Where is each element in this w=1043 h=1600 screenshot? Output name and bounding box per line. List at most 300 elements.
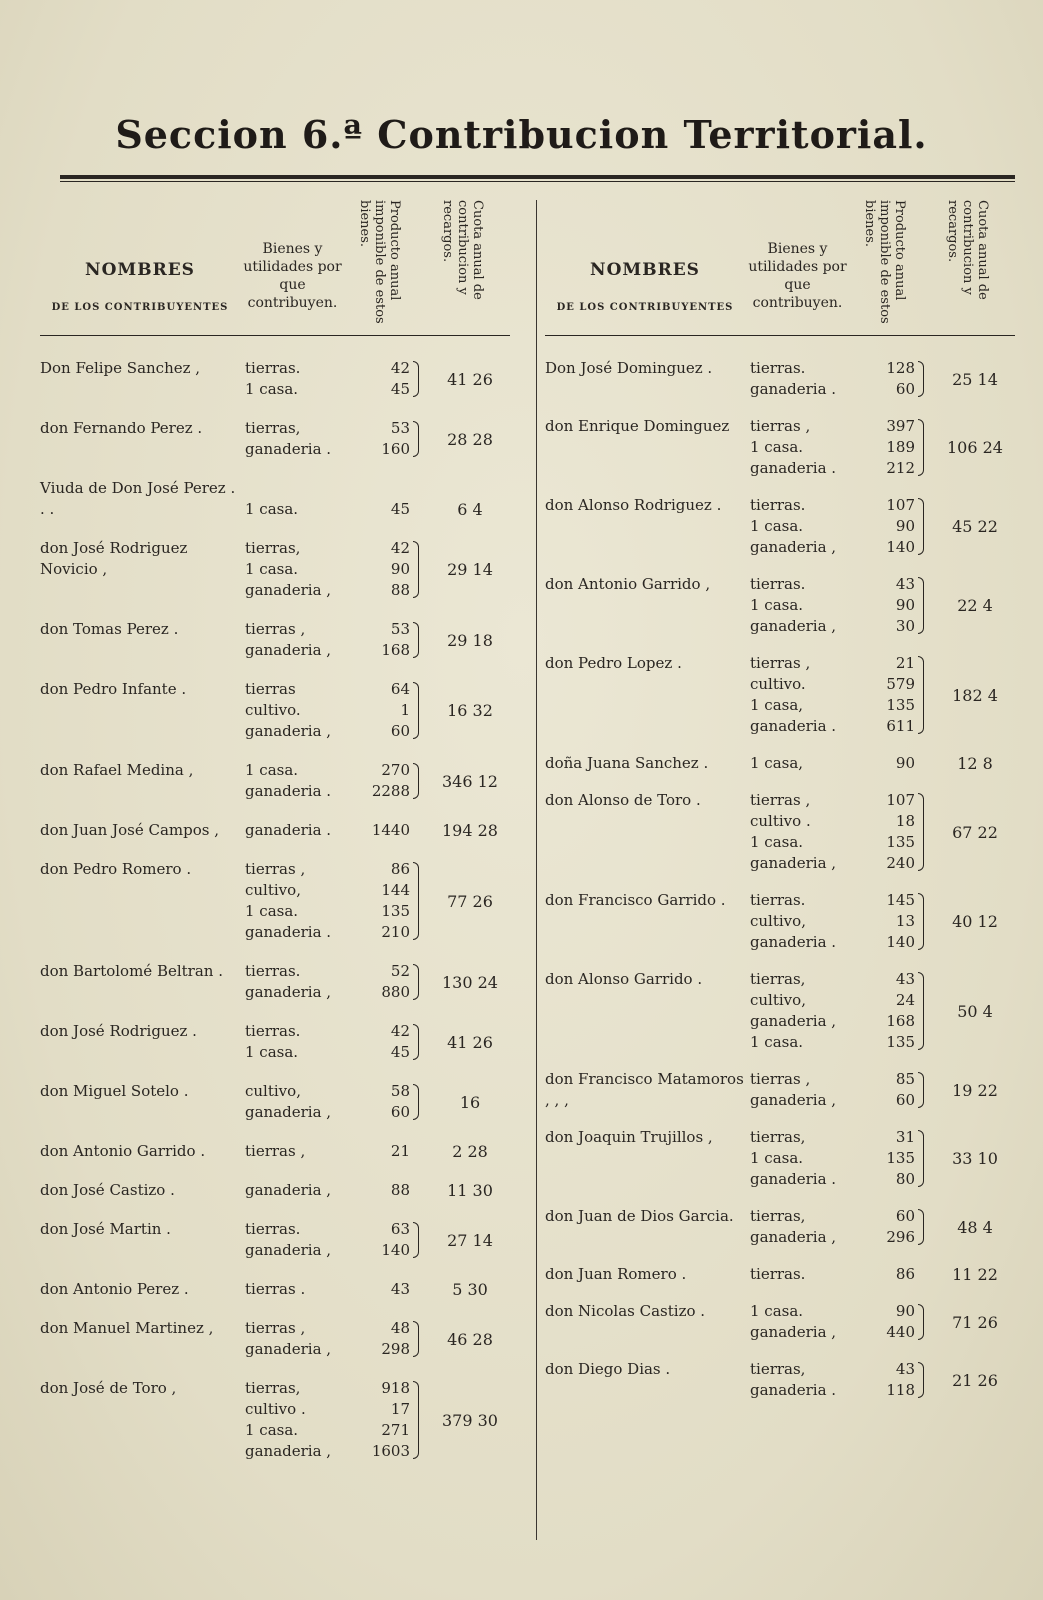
product-values	[360, 1318, 410, 1360]
goods-item: 1 casa.	[750, 517, 804, 535]
goods-item: cultivo,	[750, 912, 806, 930]
goods-item: 1 casa.	[750, 1149, 804, 1167]
product-value: 2288	[371, 782, 410, 800]
goods-item: tierras,	[750, 1207, 806, 1225]
goods-list	[245, 1141, 360, 1162]
goods-item: tierras .	[245, 1280, 306, 1298]
goods-item: cultivo.	[750, 675, 806, 693]
brace-mark	[918, 972, 924, 1050]
taxpayer-name: don Pedro Romero .	[40, 860, 192, 878]
goods-item: ganaderia .	[750, 717, 837, 735]
product-values	[865, 1264, 915, 1285]
ledger-entry	[40, 1180, 520, 1219]
product-value: 212	[886, 459, 915, 477]
taxpayer-name: don Joaquin Trujillos ,	[545, 1128, 713, 1146]
product-value: 296	[886, 1228, 915, 1246]
goods-list	[750, 1301, 865, 1343]
product-value: 440	[886, 1323, 915, 1341]
product-value: 135	[886, 696, 915, 714]
goods-list	[245, 1081, 360, 1123]
goods-item: cultivo,	[245, 1082, 301, 1100]
goods-item: cultivo.	[245, 701, 301, 719]
product-value: 31	[895, 1128, 915, 1146]
product-value: 43	[895, 575, 915, 593]
goods-list	[750, 969, 865, 1053]
goods-item: tierras.	[750, 359, 806, 377]
goods-list	[245, 619, 360, 661]
goods-item: ganaderia ,	[245, 1340, 332, 1358]
taxpayer-name: don Nicolas Castizo .	[545, 1302, 706, 1320]
product-values	[865, 574, 915, 637]
brace-mark	[918, 893, 924, 950]
cuota-value: 50 4	[957, 1001, 993, 1021]
ledger-entry	[40, 1219, 520, 1279]
brace-mark	[918, 1209, 924, 1245]
goods-list	[245, 1279, 360, 1300]
product-value: 140	[886, 538, 915, 556]
product-value: 42	[390, 539, 410, 557]
goods-list	[245, 820, 360, 841]
product-value: 880	[381, 983, 410, 1001]
goods-list	[245, 679, 360, 742]
goods-item: 1 casa.	[245, 380, 299, 398]
goods-item: ganaderia .	[750, 1381, 837, 1399]
header-product: Producto anual imponible de estos bienes.	[357, 200, 402, 324]
cuota-value: 28 28	[447, 429, 493, 449]
taxpayer-name: don Juan Romero .	[545, 1265, 687, 1283]
product-value: 135	[381, 902, 410, 920]
product-values	[360, 619, 410, 661]
goods-item: tierras.	[245, 1022, 301, 1040]
goods-item: ganaderia ,	[245, 1103, 332, 1121]
product-value: 85	[895, 1070, 915, 1088]
cuota-value: 77 26	[447, 891, 493, 911]
cuota-value: 27 14	[447, 1230, 493, 1250]
product-value: 107	[886, 496, 915, 514]
cuota-value: 12 8	[957, 754, 993, 773]
product-values	[865, 1359, 915, 1401]
goods-item: ganaderia ,	[750, 854, 837, 872]
product-value: 135	[886, 1033, 915, 1051]
cuota-value: 22 4	[957, 596, 993, 615]
product-values	[360, 418, 410, 460]
product-values	[360, 358, 410, 400]
product-values	[865, 753, 915, 774]
goods-item: 1 casa.	[245, 761, 299, 779]
goods-item: tierras.	[750, 496, 806, 514]
title-rule-thin	[60, 181, 1015, 182]
product-value: 18	[895, 812, 915, 830]
goods-list	[245, 1021, 360, 1063]
header-cuota: Cuota anual de contribucion y recargos.	[945, 200, 990, 300]
cuota-value: 33 10	[952, 1149, 998, 1168]
product-value: 88	[390, 1181, 410, 1199]
taxpayer-name: don Diego Dias .	[545, 1360, 671, 1378]
brace-mark	[918, 1304, 924, 1340]
product-value: 58	[390, 1082, 410, 1100]
ledger-entry	[40, 358, 520, 418]
cuota-value: 182 4	[952, 685, 998, 705]
product-value: 60	[895, 1091, 915, 1109]
taxpayer-name: don Alonso Garrido .	[545, 970, 703, 988]
goods-item: tierras.	[750, 1265, 806, 1283]
product-value: 60	[895, 1207, 915, 1225]
brace-mark	[413, 361, 419, 397]
goods-list	[245, 1378, 360, 1462]
taxpayer-name: don Enrique Dominguez	[545, 417, 730, 435]
goods-list	[750, 416, 865, 479]
header-names-subtitle: DE LOS CONTRIBUYENTES	[556, 302, 734, 313]
taxpayer-name: don Francisco Garrido .	[545, 891, 726, 909]
brace-mark	[413, 541, 419, 598]
product-values	[865, 653, 915, 737]
taxpayer-name: don Fernando Perez .	[40, 419, 203, 437]
left-table-header	[40, 190, 520, 340]
goods-item: cultivo,	[245, 881, 301, 899]
ledger-entry	[545, 653, 1025, 753]
cuota-value: 106 24	[947, 438, 1003, 457]
goods-item: tierras ,	[750, 1070, 811, 1088]
product-value: 140	[381, 1241, 410, 1259]
goods-list	[750, 1069, 865, 1111]
product-value: 86	[895, 1265, 915, 1283]
goods-item: tierras.	[750, 891, 806, 909]
goods-item: 1 casa.	[750, 1302, 804, 1320]
goods-list	[750, 358, 865, 400]
product-value: 42	[390, 359, 410, 377]
goods-item: tierras,	[750, 1128, 806, 1146]
taxpayer-name: don Rafael Medina ,	[40, 761, 194, 779]
product-value: 270	[381, 761, 410, 779]
header-names-subtitle: DE LOS CONTRIBUYENTES	[51, 302, 229, 313]
product-values	[360, 1219, 410, 1261]
product-values	[360, 1279, 410, 1300]
ledger-entry	[40, 961, 520, 1021]
product-value: 63	[390, 1220, 410, 1238]
goods-item: 1 casa.	[245, 1043, 299, 1061]
cuota-value: 29 18	[447, 630, 493, 650]
ledger-entry	[545, 890, 1025, 969]
ledger-entry	[40, 859, 520, 961]
product-value: 13	[895, 912, 915, 930]
goods-item: 1 casa,	[750, 696, 804, 714]
title-rule-thick	[60, 175, 1015, 179]
product-values	[360, 1180, 410, 1201]
taxpayer-name: don Bartolomé Beltran .	[40, 962, 223, 980]
taxpayer-name: Don Felipe Sanchez ,	[40, 359, 201, 377]
product-values	[360, 538, 410, 601]
product-value: 21	[895, 654, 915, 672]
goods-item: tierras.	[750, 575, 806, 593]
taxpayer-name: don Antonio Garrido ,	[545, 575, 711, 593]
goods-item: ganaderia ,	[245, 983, 332, 1001]
cuota-value: 71 26	[952, 1312, 998, 1332]
cuota-value: 11 30	[447, 1181, 493, 1200]
goods-list	[245, 760, 360, 802]
ledger-entry	[545, 1127, 1025, 1206]
goods-item: tierras ,	[750, 654, 811, 672]
goods-item: ganaderia ,	[750, 1012, 837, 1030]
taxpayer-name: don Tomas Perez .	[40, 620, 179, 638]
header-names	[545, 260, 745, 313]
goods-item: ganaderia .	[750, 380, 837, 398]
goods-list	[245, 961, 360, 1003]
brace-mark	[413, 1024, 419, 1060]
product-values	[360, 679, 410, 742]
right-table-header	[545, 190, 1025, 340]
goods-list	[750, 790, 865, 874]
product-values	[360, 820, 410, 841]
product-values	[865, 1069, 915, 1111]
goods-item: 1 casa.	[750, 1033, 804, 1051]
taxpayer-name: don Antonio Perez .	[40, 1280, 189, 1298]
product-value: 240	[886, 854, 915, 872]
goods-item: 1 casa.	[245, 500, 299, 518]
product-values	[865, 790, 915, 874]
cuota-value: 40 12	[952, 912, 998, 931]
product-value: 1	[400, 701, 410, 719]
ledger-entry	[40, 820, 520, 859]
product-value: 579	[886, 675, 915, 693]
cuota-value: 29 14	[447, 560, 493, 579]
brace-mark	[918, 419, 924, 476]
product-values	[865, 416, 915, 479]
product-value: 90	[390, 560, 410, 578]
right-rows	[545, 358, 1025, 1417]
product-value: 298	[381, 1340, 410, 1358]
product-value: 43	[895, 1360, 915, 1378]
cuota-value: 130 24	[442, 972, 498, 992]
ledger-entry	[545, 1206, 1025, 1264]
product-value: 128	[886, 359, 915, 377]
product-values	[865, 1301, 915, 1343]
ledger-entry	[545, 1264, 1025, 1301]
cuota-value: 16 32	[447, 701, 493, 720]
goods-item: tierras.	[245, 962, 301, 980]
product-value: 118	[886, 1381, 915, 1399]
product-value: 53	[390, 419, 410, 437]
ledger-entry	[40, 679, 520, 760]
goods-item: tierras ,	[750, 791, 811, 809]
cuota-value: 67 22	[952, 822, 998, 842]
ledger-entry	[545, 416, 1025, 495]
ledger-entry	[40, 478, 520, 538]
goods-item: ganaderia ,	[750, 617, 837, 635]
product-value: 918	[381, 1379, 410, 1397]
goods-item: 1 casa.	[750, 833, 804, 851]
product-values	[360, 961, 410, 1003]
goods-item: 1 casa,	[750, 754, 804, 772]
ledger-entry	[545, 790, 1025, 890]
goods-item: ganaderia ,	[245, 1181, 332, 1199]
product-value: 90	[895, 754, 915, 772]
goods-list	[245, 418, 360, 460]
header-names-title: NOMBRES	[85, 260, 195, 280]
goods-item: ganaderia ,	[750, 1323, 837, 1341]
taxpayer-name: don Miguel Sotelo .	[40, 1082, 189, 1100]
ledger-entry	[545, 1359, 1025, 1417]
goods-item: tierras ,	[245, 860, 306, 878]
product-value: 397	[886, 417, 915, 435]
taxpayer-name: don José de Toro ,	[40, 1379, 177, 1397]
product-values	[360, 1021, 410, 1063]
brace-mark	[413, 964, 419, 1000]
goods-item: ganaderia .	[245, 440, 332, 458]
product-value: 53	[390, 620, 410, 638]
ledger-entry	[545, 358, 1025, 416]
brace-mark	[918, 793, 924, 871]
ledger-entry	[40, 1318, 520, 1378]
brace-mark	[413, 622, 419, 658]
taxpayer-name: don Alonso de Toro .	[545, 791, 701, 809]
ledger-entry	[40, 418, 520, 478]
goods-list	[750, 495, 865, 558]
taxpayer-name: don Alonso Rodriguez .	[545, 496, 722, 514]
ledger-entry	[545, 574, 1025, 653]
taxpayer-name: don José Castizo .	[40, 1181, 175, 1199]
product-value: 45	[390, 1043, 410, 1061]
header-names	[40, 260, 240, 313]
taxpayer-name: don Juan de Dios Garcia.	[545, 1207, 734, 1225]
product-values	[865, 495, 915, 558]
goods-list	[245, 859, 360, 943]
goods-item: tierras ,	[245, 1142, 306, 1160]
product-values	[865, 358, 915, 400]
cuota-value: 25 14	[952, 369, 998, 389]
product-value: 168	[886, 1012, 915, 1030]
taxpayer-name: don Pedro Lopez .	[545, 654, 682, 672]
taxpayer-name: Don José Dominguez .	[545, 359, 713, 377]
cuota-value: 194 28	[442, 821, 498, 840]
ledger-entry	[40, 1279, 520, 1318]
product-values	[865, 1206, 915, 1248]
goods-item: 1 casa.	[750, 596, 804, 614]
goods-item: ganaderia .	[750, 459, 837, 477]
taxpayer-name: don José Rodriguez .	[40, 1022, 197, 1040]
goods-item: ganaderia ,	[245, 1442, 332, 1460]
goods-item: cultivo .	[245, 1400, 306, 1418]
goods-list	[750, 1264, 865, 1285]
ledger-entry	[545, 753, 1025, 790]
goods-item: ganaderia .	[245, 821, 332, 839]
product-values	[360, 1378, 410, 1462]
goods-list	[245, 538, 360, 601]
goods-item: ganaderia .	[750, 933, 837, 951]
taxpayer-name: don José Martin .	[40, 1220, 171, 1238]
goods-item: tierras,	[245, 419, 301, 437]
header-rule	[545, 335, 1015, 336]
cuota-value: 21 26	[952, 1370, 998, 1390]
header-cuota: Cuota anual de contribucion y recargos.	[440, 200, 485, 300]
goods-item: ganaderia ,	[245, 1241, 332, 1259]
goods-item: ganaderia ,	[750, 1228, 837, 1246]
product-value: 52	[390, 962, 410, 980]
product-value: 135	[886, 1149, 915, 1167]
product-value: 64	[390, 680, 410, 698]
brace-mark	[413, 1084, 419, 1120]
product-values	[360, 760, 410, 802]
product-value: 611	[886, 717, 915, 735]
cuota-value: 6 4	[457, 500, 483, 519]
brace-mark	[413, 682, 419, 739]
product-value: 90	[895, 517, 915, 535]
product-value: 135	[886, 833, 915, 851]
goods-item: tierras	[245, 680, 296, 698]
goods-item: cultivo .	[750, 812, 811, 830]
goods-item: tierras ,	[245, 1319, 306, 1337]
cuota-value: 11 22	[952, 1265, 998, 1284]
header-goods: Bienes y utilidades por que contribuyen.	[748, 241, 847, 311]
product-value: 21	[390, 1142, 410, 1160]
brace-mark	[918, 1130, 924, 1187]
product-value: 107	[886, 791, 915, 809]
product-value: 168	[381, 641, 410, 659]
goods-item: tierras,	[245, 1379, 301, 1397]
page-title: Seccion 6.ª Contribucion Territorial.	[115, 112, 928, 157]
ledger-entry	[545, 495, 1025, 574]
goods-item: tierras ,	[750, 417, 811, 435]
taxpayer-name: Viuda de Don José Perez . . .	[40, 479, 236, 518]
goods-item: tierras.	[245, 359, 301, 377]
goods-list	[245, 1318, 360, 1360]
goods-list	[750, 753, 865, 774]
product-value: 189	[886, 438, 915, 456]
goods-item: tierras.	[245, 1220, 301, 1238]
cuota-value: 2 28	[452, 1142, 488, 1161]
product-value: 24	[895, 991, 915, 1009]
product-value: 45	[390, 500, 410, 518]
product-value: 43	[390, 1280, 410, 1298]
goods-list	[245, 358, 360, 400]
goods-list	[750, 653, 865, 737]
ledger-entry	[40, 538, 520, 619]
brace-mark	[413, 1381, 419, 1459]
brace-mark	[413, 763, 419, 799]
cuota-value: 46 28	[447, 1329, 493, 1349]
brace-mark	[918, 1072, 924, 1108]
product-value: 140	[886, 933, 915, 951]
goods-item: 1 casa.	[750, 438, 804, 456]
product-value: 210	[381, 923, 410, 941]
goods-list	[245, 1219, 360, 1261]
brace-mark	[413, 421, 419, 457]
goods-list	[245, 1180, 360, 1201]
product-value: 145	[886, 891, 915, 909]
product-value: 271	[381, 1421, 410, 1439]
goods-item: 1 casa.	[245, 560, 299, 578]
goods-item: ganaderia .	[245, 782, 332, 800]
product-value: 45	[390, 380, 410, 398]
ledger-entry	[545, 969, 1025, 1069]
cuota-value: 346 12	[442, 771, 498, 791]
header-names-title: NOMBRES	[590, 260, 700, 280]
ledger-entry	[40, 1081, 520, 1141]
goods-item: ganaderia .	[750, 1170, 837, 1188]
ledger-entry	[40, 1021, 520, 1081]
goods-list	[750, 1359, 865, 1401]
goods-item: ganaderia ,	[245, 641, 332, 659]
product-value: 48	[390, 1319, 410, 1337]
product-value: 88	[390, 581, 410, 599]
product-value: 60	[390, 722, 410, 740]
ledger-entry	[40, 619, 520, 679]
goods-list	[245, 499, 360, 520]
cuota-value: 5 30	[452, 1280, 488, 1299]
product-value: 90	[895, 596, 915, 614]
goods-item: ganaderia .	[245, 923, 332, 941]
taxpayer-name: don Francisco Matamoros , , ,	[545, 1070, 744, 1109]
ledger-entry	[40, 1378, 520, 1480]
